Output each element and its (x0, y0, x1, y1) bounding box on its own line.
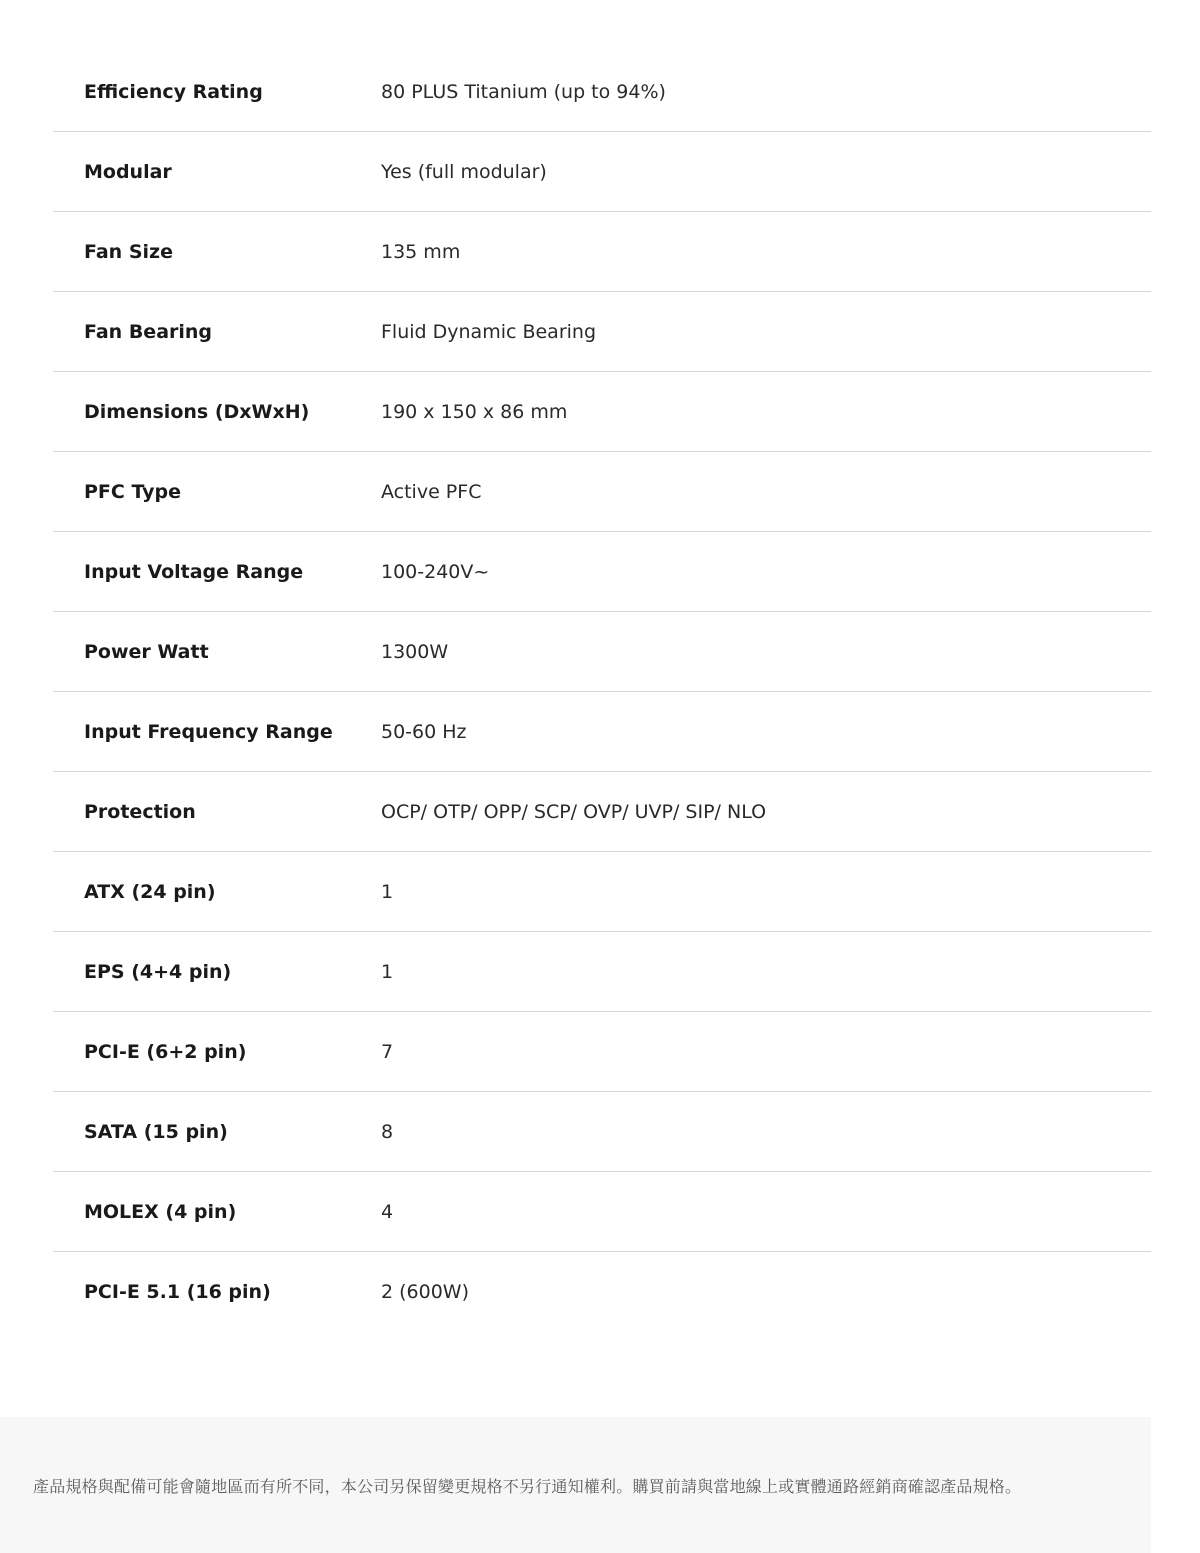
spec-row-fan-bearing (53, 292, 1151, 372)
spec-label: Modular (84, 160, 172, 183)
spec-value: OCP/ OTP/ OPP/ SCP/ OVP/ UVP/ SIP/ NLO (381, 800, 767, 823)
spec-label: EPS (4+4 pin) (84, 960, 232, 983)
spec-value: 190 x 150 x 86 mm (381, 400, 568, 423)
spec-label: PCI-E (6+2 pin) (84, 1040, 247, 1063)
spec-label: Efficiency Rating (84, 80, 263, 103)
spec-label: SATA (15 pin) (84, 1120, 228, 1143)
spec-label: Dimensions (DxWxH) (84, 400, 310, 423)
spec-row-pcie-5-1-16-pin (53, 1252, 1151, 1332)
spec-row-dimensions (53, 372, 1151, 452)
spec-row-molex-4-pin (53, 1172, 1151, 1252)
spec-label: ATX (24 pin) (84, 880, 216, 903)
spec-value: 135 mm (381, 240, 461, 263)
spec-value: 50-60 Hz (381, 720, 467, 743)
spec-table (53, 52, 1151, 1332)
spec-row-eps-4-4-pin (53, 932, 1151, 1012)
spec-label: MOLEX (4 pin) (84, 1200, 237, 1223)
spec-value: 1 (381, 960, 394, 983)
spec-value: 100-240V~ (381, 560, 490, 583)
spec-value: 1 (381, 880, 394, 903)
spec-row-modular (53, 132, 1151, 212)
spec-value: 4 (381, 1200, 394, 1223)
spec-value: Fluid Dynamic Bearing (381, 320, 597, 343)
spec-row-protection (53, 772, 1151, 852)
spec-row-input-frequency-range (53, 692, 1151, 772)
spec-row-fan-size (53, 212, 1151, 292)
spec-value: 2 (600W) (381, 1281, 470, 1303)
spec-value: 80 PLUS Titanium (up to 94%) (381, 80, 666, 103)
spec-row-power-watt (53, 612, 1151, 692)
spec-label: PCI-E 5.1 (16 pin) (84, 1281, 271, 1303)
spec-row-input-voltage-range (53, 532, 1151, 612)
spec-row-sata-15-pin (53, 1092, 1151, 1172)
spec-row-efficiency-rating (53, 52, 1151, 132)
spec-value: 7 (381, 1040, 394, 1063)
spec-row-pcie-6-2-pin (53, 1012, 1151, 1092)
disclaimer-notice (0, 1417, 1151, 1553)
spec-label: Power Watt (84, 640, 209, 663)
spec-value: Active PFC (381, 480, 482, 503)
spec-value: 8 (381, 1120, 394, 1143)
spec-label: Protection (84, 800, 196, 823)
spec-label: PFC Type (84, 480, 182, 503)
spec-value: Yes (full modular) (381, 160, 547, 183)
spec-label: Input Frequency Range (84, 720, 333, 743)
disclaimer-text: 產品規格與配備可能會隨地區而有所不同，本公司另保留變更規格不另行通知權利。購買前請與當地線上或實體通路經銷商確認產品規格。 (33, 1476, 1022, 1496)
spec-row-atx-24-pin (53, 852, 1151, 932)
spec-label: Fan Bearing (84, 320, 213, 343)
spec-label: Fan Size (84, 240, 173, 263)
spec-label: Input Voltage Range (84, 560, 304, 583)
spec-value: 1300W (381, 640, 449, 663)
spec-row-pfc-type (53, 452, 1151, 532)
